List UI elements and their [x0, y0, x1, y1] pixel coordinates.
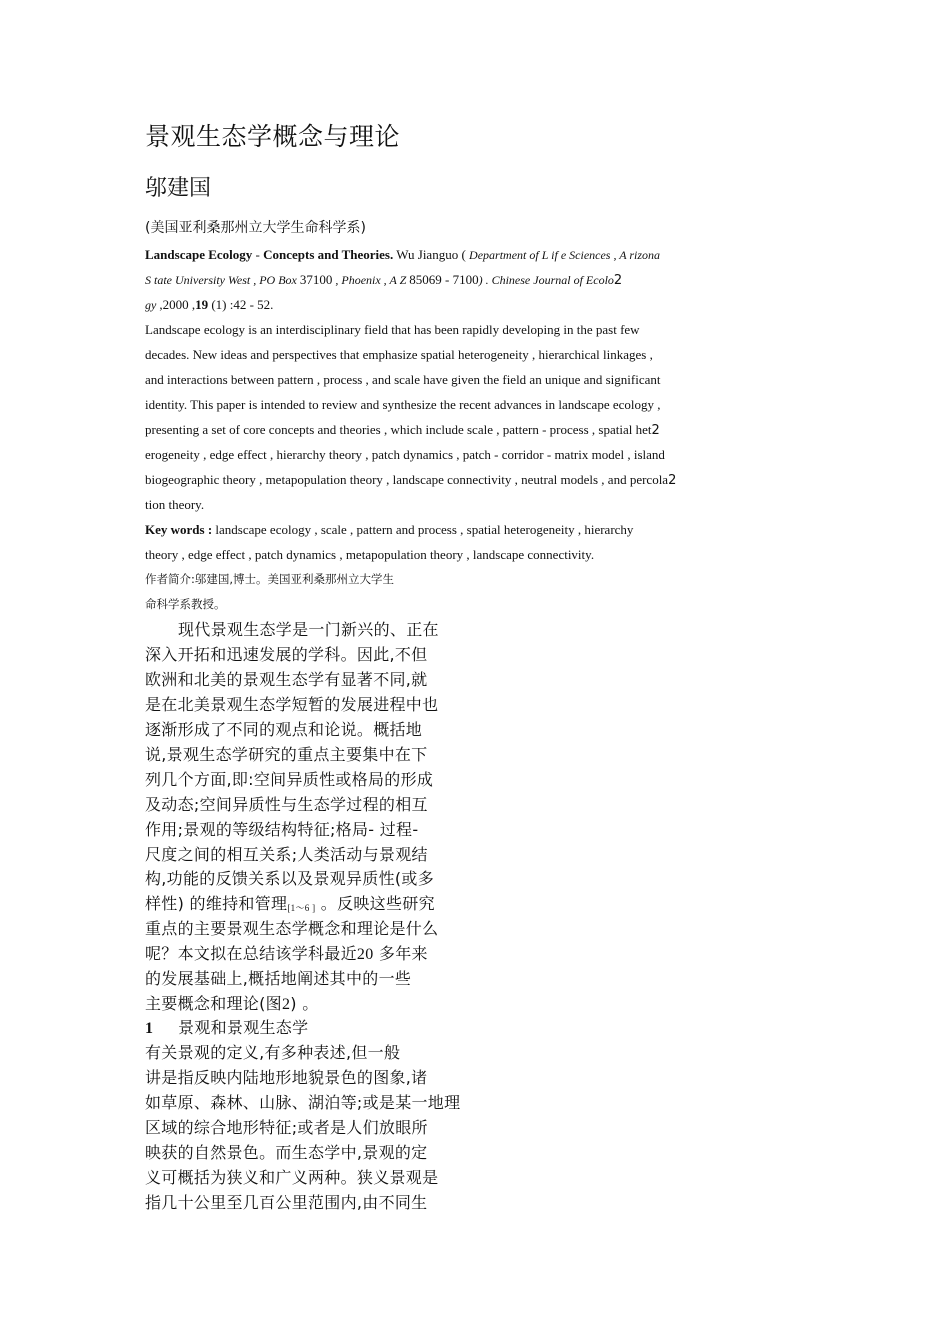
citation-line-3: gy ,2000 ,19 (1) :42 - 52.: [145, 297, 274, 312]
body-line: 说,景观生态学研究的重点主要集中在下: [145, 745, 428, 764]
keywords-label: Key words :: [145, 522, 213, 537]
body-line: 及动态;空间异质性与生态学过程的相互: [145, 795, 428, 814]
body-line: 列几个方面,即:空间异质性或格局的形成: [145, 770, 434, 789]
body-line: 的发展基础上,概括地阐述其中的一些: [145, 969, 412, 988]
abstract-line: Landscape ecology is an interdisciplinary field that has been rapidly developing in the past few: [145, 322, 640, 337]
author-note-line: 命科学系教授。: [145, 597, 226, 611]
body-line: 区域的综合地形特征;或者是人们放眼所: [145, 1118, 428, 1137]
body-line: 讲是指反映内陆地形地貌景色的图象,诸: [145, 1068, 428, 1087]
abstract-line: tion theory.: [145, 497, 205, 512]
abstract-line: presenting a set of core concepts and theories , which include scale , pattern - process , spatial het2: [145, 422, 660, 438]
section-title: 景观和景观生态学: [178, 1018, 309, 1037]
body-line: 现代景观生态学是一门新兴的、正在: [178, 620, 439, 639]
keywords-line-1: Key words : landscape ecology , scale , pattern and process , spatial heterogeneity , hierarchy: [145, 522, 634, 537]
citation-ref: [1～6 ]: [287, 903, 316, 913]
body-line: 有关景观的定义,有多种表述,但一般: [145, 1043, 401, 1062]
body-line: 逐渐形成了不同的观点和论说。概括地: [145, 720, 423, 739]
body-line: 深入开拓和迅速发展的学科。因此,不但: [145, 645, 428, 664]
body-line: 构,功能的反馈关系以及景观异质性(或多: [145, 869, 435, 888]
section-heading: [145, 1015, 308, 1038]
body-line: 欧洲和北美的景观生态学有显著不同,就: [145, 670, 428, 689]
abstract-line: and interactions between pattern , process , and scale have given the field an unique and significant: [145, 372, 661, 387]
body-line: 尺度之间的相互关系;人类活动与景观结: [145, 845, 428, 864]
body-line: 作用;景观的等级结构特征;格局- 过程-: [145, 820, 419, 839]
citation-line-2: S tate University West , PO Box 37100 , Phoenix , A Z 85069 - 7100) . Chinese Journal of Ecolo2: [145, 272, 623, 288]
citation-line-1: Landscape Ecology - Concepts and Theories. Wu Jianguo ( Department of L if e Sciences , A rizona: [145, 247, 661, 262]
body-line: 如草原、森林、山脉、湖泊等;或是某一地理: [145, 1093, 461, 1112]
body-line: 义可概括为狭义和广义两种。狭义景观是: [145, 1168, 439, 1187]
abstract-line: decades. New ideas and perspectives that emphasize spatial heterogeneity , hierarchical linkages ,: [145, 347, 653, 362]
author-affiliation: (美国亚利桑那州立大学生命科学系): [145, 220, 366, 236]
section-number: 1: [145, 1020, 154, 1037]
paper-title: 景观生态学概念与理论: [145, 122, 401, 151]
keywords-line-2: theory , edge effect , patch dynamics , metapopulation theory , landscape connectivity.: [145, 547, 595, 562]
author-note-line: 作者简介:邬建国,博士。美国亚利桑那州立大学生: [145, 572, 395, 586]
body-line: 映获的自然景色。而生态学中,景观的定: [145, 1143, 428, 1162]
body-line: 指几十公里至几百公里范围内,由不同生: [145, 1193, 428, 1212]
body-line: 重点的主要景观生态学概念和理论是什么: [145, 919, 439, 938]
body-line: 是在北美景观生态学短暂的发展进程中也: [145, 695, 439, 714]
body-line-years: 呢？本文拟在总结该学科最近20 多年来: [145, 944, 428, 963]
body-line-figure-ref: 主要概念和理论(图2) 。: [145, 994, 319, 1013]
abstract-line: biogeographic theory , metapopulation theory , landscape connectivity , neutral models , and percola2: [145, 472, 677, 488]
body-line-citation: 样性) 的维持和管理$_{[1\sim 6 ]}$ 。反映这些研究: [145, 894, 435, 913]
abstract-line: erogeneity , edge effect , hierarchy theory , patch dynamics , patch - corridor - matrix model , island: [145, 447, 665, 462]
abstract-line: identity. This paper is intended to review and synthesize the recent advances in landscape ecology ,: [145, 397, 661, 412]
author-name: 邬建国: [145, 176, 212, 201]
